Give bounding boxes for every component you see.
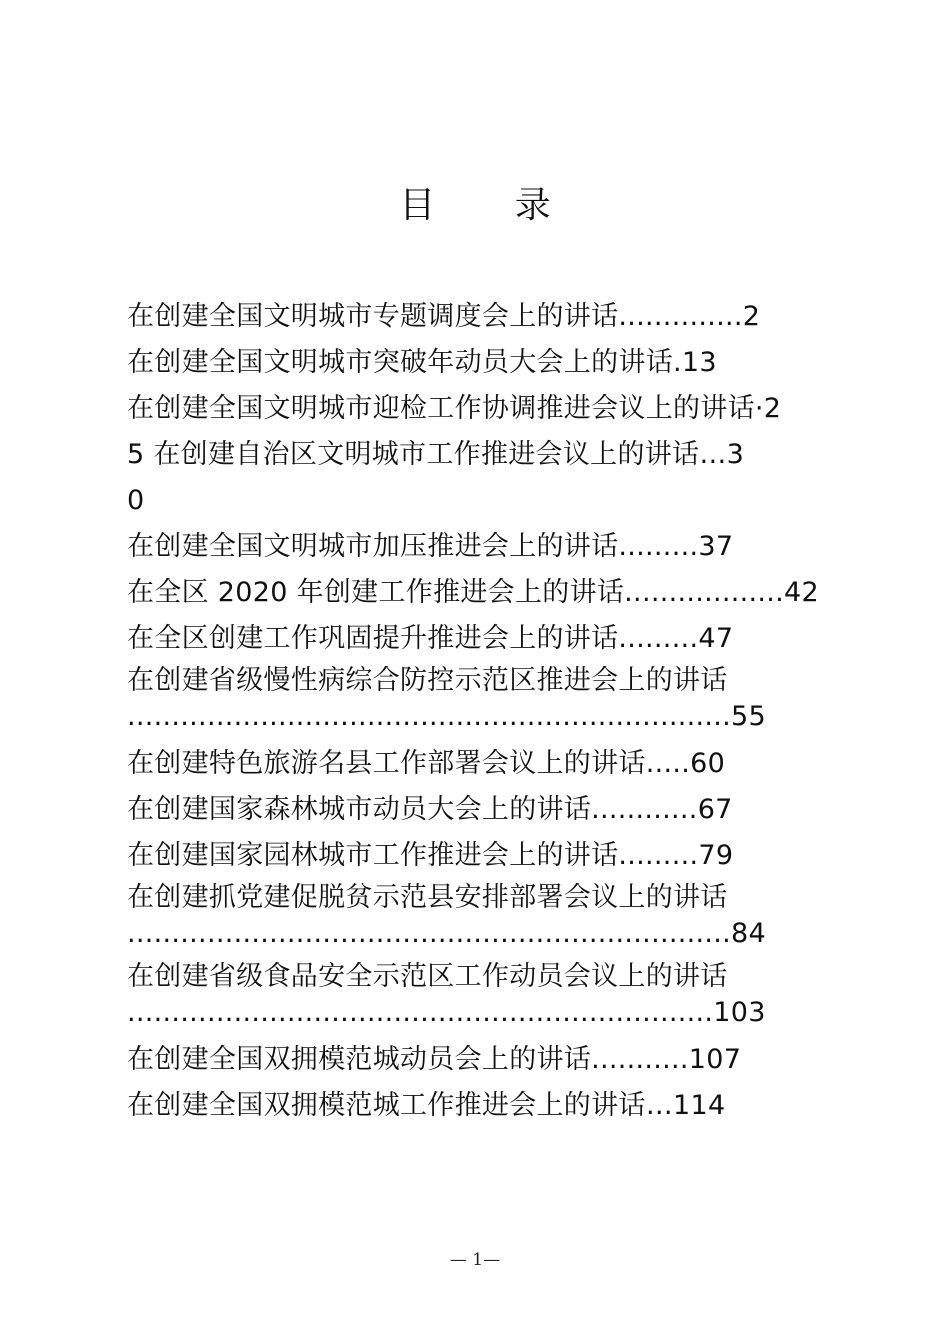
toc-line-continuation[interactable]: ....................................................................55 xyxy=(127,701,766,732)
table-of-contents xyxy=(127,294,857,1129)
toc-line[interactable]: 在创建省级食品安全示范区工作动员会议上的讲话 xyxy=(127,961,728,992)
toc-line[interactable]: 在创建国家森林城市动员大会上的讲话............67 xyxy=(127,794,733,825)
toc-line-continuation[interactable]: ..................................................................103 xyxy=(127,997,766,1028)
toc-line[interactable]: 在创建全国双拥模范城动员会上的讲话...........107 xyxy=(127,1044,742,1075)
toc-line[interactable]: 在创建全国双拥模范城工作推进会上的讲话…114 xyxy=(127,1090,726,1121)
toc-line[interactable]: 在创建特色旅游名县工作部署会议上的讲话.....60 xyxy=(127,748,726,779)
toc-line[interactable]: 在全区创建工作巩固提升推进会上的讲话.........47 xyxy=(127,623,734,654)
toc-line[interactable]: 在创建全国文明城市突破年动员大会上的讲话.13 xyxy=(127,347,717,378)
toc-line[interactable]: 5 在创建自治区文明城市工作推进会议上的讲话…3 xyxy=(127,439,745,470)
toc-line[interactable]: 在创建省级慢性病综合防控示范区推进会上的讲话 xyxy=(127,665,728,696)
page-number: — 1— xyxy=(449,1250,501,1270)
toc-line[interactable]: 在创建抓党建促脱贫示范县安排部署会议上的讲话 xyxy=(127,882,728,913)
toc-line[interactable]: 在创建全国文明城市加压推进会上的讲话.........37 xyxy=(127,531,734,562)
toc-line[interactable]: 在全区 2020 年创建工作推进会上的讲话..................42 xyxy=(127,577,820,608)
toc-line[interactable]: 在创建全国文明城市专题调度会上的讲话..............2 xyxy=(127,301,761,332)
toc-line[interactable]: 在创建全国文明城市迎检工作协调推进会议上的讲话·2 xyxy=(127,393,782,424)
toc-line-continuation[interactable]: 0 xyxy=(127,485,145,516)
page-title: 目 录 xyxy=(399,185,585,226)
toc-line-continuation[interactable]: ....................................................................84 xyxy=(127,918,766,949)
toc-line[interactable]: 在创建国家园林城市工作推进会上的讲话.........79 xyxy=(127,840,734,871)
